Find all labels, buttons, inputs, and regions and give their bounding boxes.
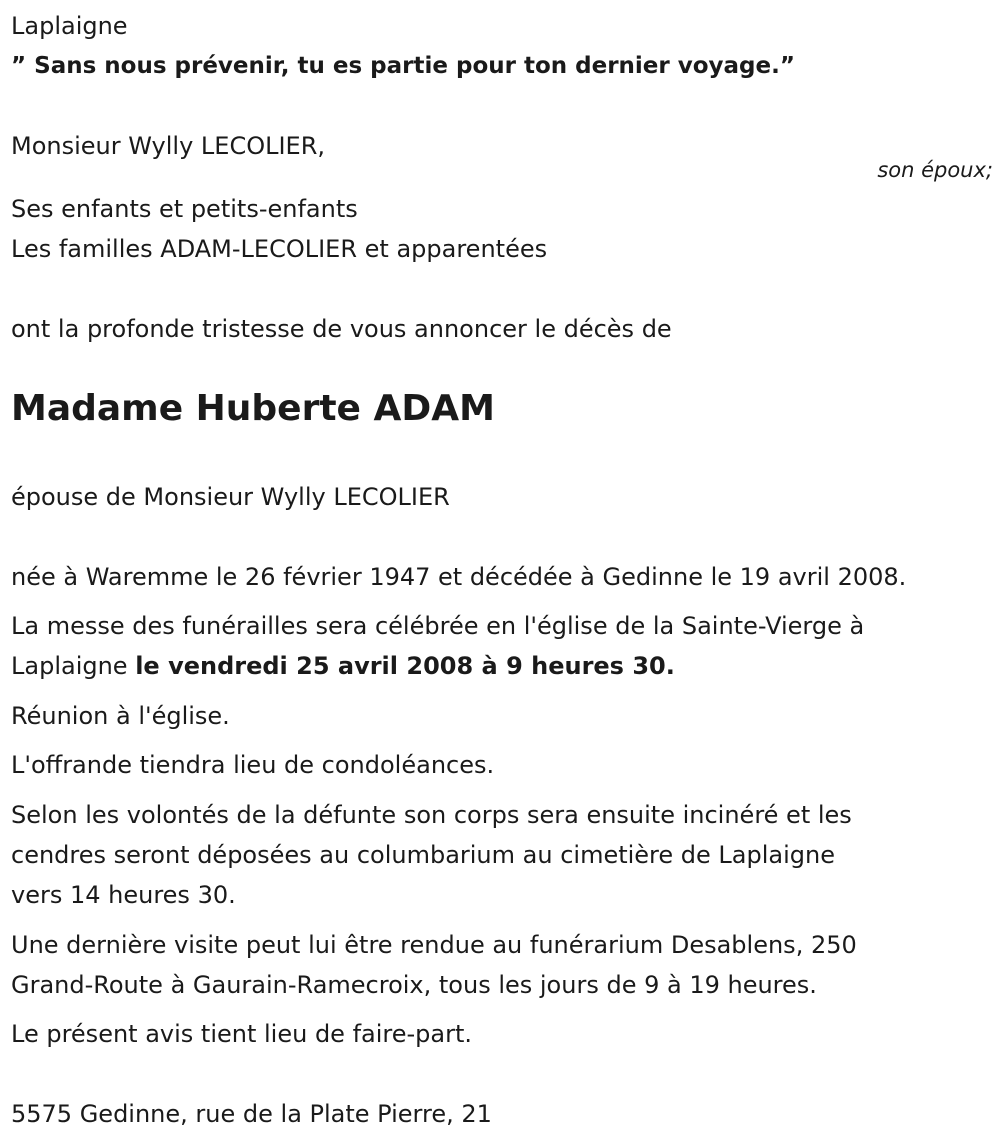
place-name: Laplaigne [11,12,128,40]
wife-of-line: épouse de Monsieur Wylly LECOLIER [11,483,450,511]
cremation-line-3: vers 14 heures 30. [11,881,236,909]
address-line: 5575 Gedinne, rue de la Plate Pierre, 21 [11,1100,492,1128]
memorial-quote: ” Sans nous prévenir, tu es partie pour ton dernier voyage.” [11,53,795,79]
offering-line: L'offrande tiendra lieu de condoléances. [11,751,495,779]
meeting-line: Réunion à l'église. [11,702,230,730]
visit-line-1: Une dernière visite peut lui être rendue au funérarium Desablens, 250 [11,931,857,959]
mass-place: Laplaigne [11,652,136,680]
mass-line-1: La messe des funérailles sera célébrée en l'église de la Sainte-Vierge à [11,612,865,640]
families-line: Les familles ADAM-LECOLIER et apparentées [11,235,548,263]
mass-line-2 [11,646,675,686]
birth-death-line: née à Waremme le 26 février 1947 et décédée à Gedinne le 19 avril 2008. [11,563,907,591]
mass-date-time: le vendredi 25 avril 2008 à 9 heures 30. [135,652,675,680]
spouse-role: son époux; [877,158,993,182]
spouse-name: Monsieur Wylly LECOLIER, [11,132,326,160]
deceased-name: Madame Huberte ADAM [11,388,495,429]
announcement-line: ont la profonde tristesse de vous annoncer le décès de [11,315,672,343]
cremation-line-1: Selon les volontés de la défunte son corps sera ensuite incinéré et les [11,801,852,829]
visit-line-2: Grand-Route à Gaurain-Ramecroix, tous les jours de 9 à 19 heures. [11,971,817,999]
children-line: Ses enfants et petits-enfants [11,195,358,223]
cremation-line-2: cendres seront déposées au columbarium au cimetière de Laplaigne [11,841,835,869]
faire-part-line: Le présent avis tient lieu de faire-part. [11,1020,473,1048]
